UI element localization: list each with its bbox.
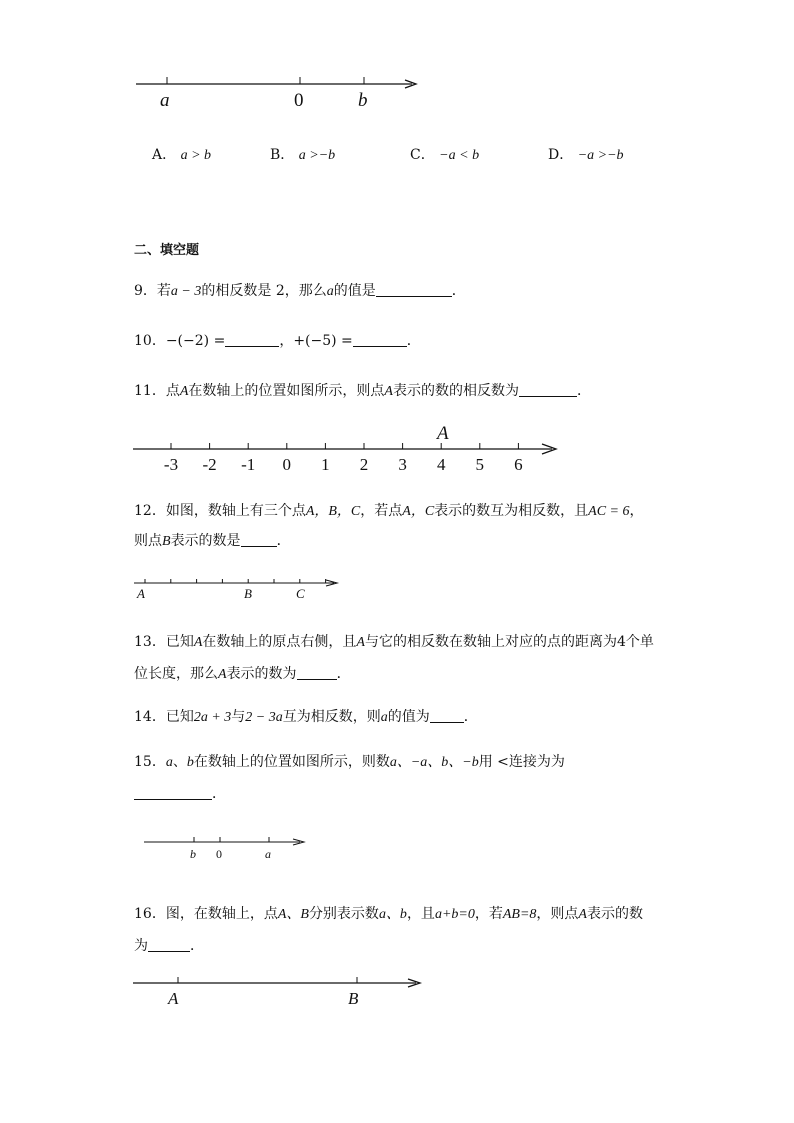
- axis-label-a: a: [160, 90, 170, 111]
- axis-tick-label: 0: [282, 455, 292, 474]
- section-title: 二、填空题: [134, 243, 200, 258]
- question-15: 15．a、b在数轴上的位置如图所示，则数a、−a、b、−b用 <连接为为: [134, 754, 565, 770]
- axis-tick-label: -2: [202, 455, 217, 474]
- axis-label-b: b: [190, 847, 196, 861]
- choice-letter: A．: [152, 147, 177, 163]
- question-10: 10．−(−2) = ，+(−5) = ．: [134, 333, 421, 349]
- choice-letter: B．: [270, 147, 295, 163]
- axis-tick-label: 1: [321, 455, 330, 474]
- choice-letter: C．: [410, 147, 435, 163]
- question-14: 14．已知2a + 3与2 − 3a互为相反数，则a的值为 ．: [134, 709, 478, 725]
- question-16: 16．图，在数轴上，点A、B分别表示数a、b，且a+b=0，若AB=8，则点A表示的数: [134, 906, 643, 922]
- question-13: 13．已知A在数轴上的原点右侧，且A与它的相反数在数轴上对应的点的距离为4个单: [134, 634, 654, 650]
- axis-tick-label: 3: [398, 455, 407, 474]
- point-label-b: B: [348, 989, 359, 1008]
- point-label-a: A: [137, 586, 145, 601]
- point-label-c: C: [296, 586, 305, 601]
- choice-letter: D．: [548, 147, 574, 163]
- choice-expr: −a >−b: [577, 148, 624, 163]
- question-15-line2: ．: [134, 783, 226, 803]
- point-label-b: B: [244, 586, 252, 601]
- axis-label-b: b: [358, 90, 368, 111]
- question-12: 12．如图，数轴上有三个点A，B，C，若点A，C表示的数互为相反数，且AC = 6，: [134, 503, 644, 519]
- question-12-line2: 则点B表示的数是 ．: [134, 533, 291, 549]
- axis-tick-label: 6: [514, 455, 523, 474]
- axis-tick-label: 4: [436, 455, 446, 474]
- question-16-line2: 为 ．: [134, 938, 204, 954]
- axis-label-0: 0: [294, 90, 304, 111]
- choice-expr: a >−b: [298, 148, 336, 163]
- point-label-a: A: [437, 423, 449, 444]
- choice-expr: −a < b: [439, 148, 480, 163]
- point-label-a: A: [168, 989, 179, 1008]
- axis-tick-label: 5: [475, 455, 485, 474]
- axis-label-a: a: [265, 847, 271, 861]
- question-9: 9．若a − 3的相反数是 2，那么a的值是 ．: [134, 283, 466, 299]
- question-13-line2: 位长度，那么A表示的数为 ．: [134, 666, 351, 682]
- axis-tick-label: -1: [241, 455, 256, 474]
- axis-tick-label: 2: [359, 455, 369, 474]
- axis-label-0: 0: [216, 847, 222, 861]
- question-11: 11．点A在数轴上的位置如图所示，则点A表示的数的相反数为 ．: [134, 383, 591, 399]
- axis-tick-label: -3: [163, 455, 179, 474]
- choice-expr: a > b: [180, 148, 212, 163]
